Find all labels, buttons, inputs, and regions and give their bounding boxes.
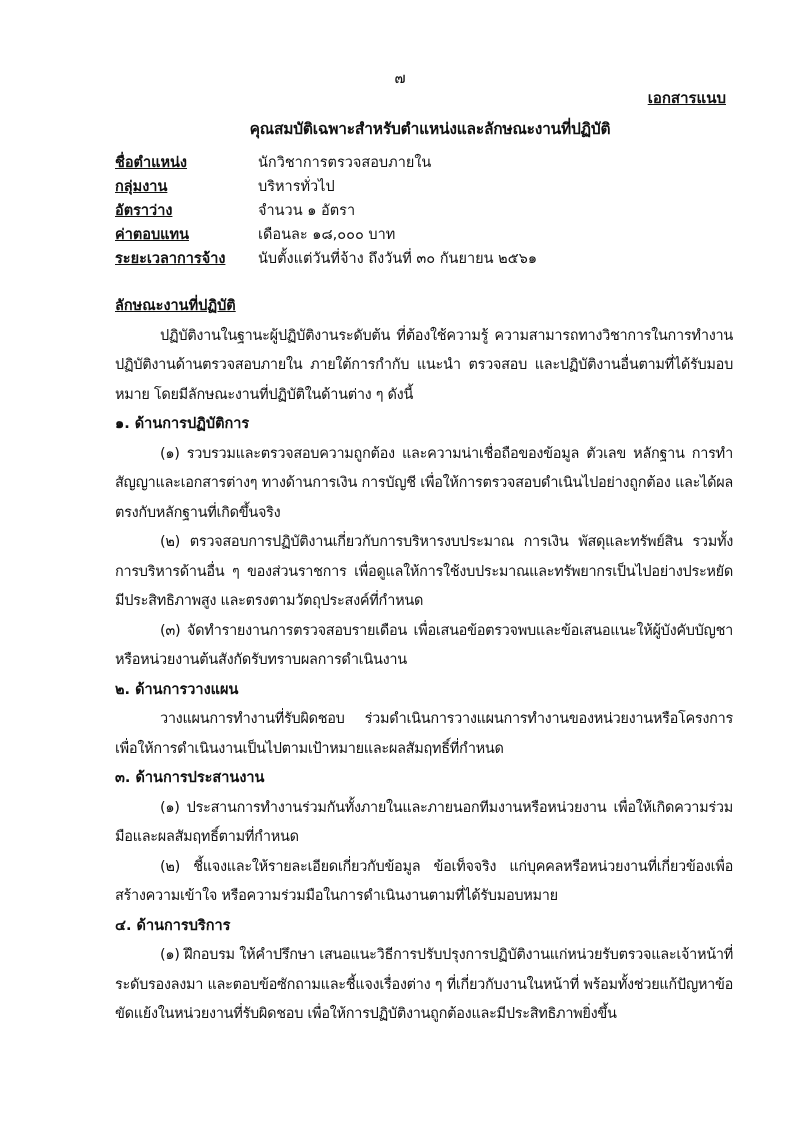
job-description-heading: ลักษณะงานที่ปฏิบัติ <box>115 298 236 314</box>
job-description <box>115 292 733 1030</box>
section-item: (๑) รวบรวมและตรวจสอบความถูกต้อง และความน่าเชื่อถือของข้อมูล ตัวเลข หลักฐาน การทำสัญญาและเอกสารต่างๆ ทางด้านการเงิน การบัญชี เพื่อให้การตรวจสอบดำเนินไปอย่างถูกต้อง และได้ผลตรงกับหลักฐานที่เกิดขึ้นจริง <box>115 445 733 521</box>
section-item: (๑) ประสานการทำงานร่วมกันทั้งภายในและภายนอกทีมงานหรือหน่วยงาน เพื่อให้เกิดความร่วมมือและผลสัมฤทธิ์ตามที่กำหนด <box>115 799 733 845</box>
section-heading-coordination: ๓. ด้านการประสานงาน <box>115 770 265 786</box>
info-label: ระยะเวลาการจ้าง <box>115 250 226 267</box>
section-heading-planning: ๒. ด้านการวางแผน <box>115 681 239 698</box>
info-value: นับตั้งแต่วันที่จ้าง ถึงวันที่ ๓๐ กันยายน ๒๕๖๑ <box>258 250 538 267</box>
info-label: ค่าตอบแทน <box>115 226 189 243</box>
info-label: กลุ่มงาน <box>115 178 168 195</box>
info-value: นักวิชาการตรวจสอบภายใน <box>258 154 432 171</box>
section-heading-service: ๔. ด้านการบริการ <box>115 917 231 934</box>
section-item: (๓) จัดทำรายงานการตรวจสอบรายเดือน เพื่อเสนอข้อตรวจพบและข้อเสนอแนะให้ผู้บังคับบัญชาหรือหน่วยงานต้นสังกัดรับทราบผลการดำเนินงาน <box>115 622 733 668</box>
info-row-group <box>115 174 537 198</box>
section-item: (๒) ชี้แจงและให้รายละเอียดเกี่ยวกับข้อมูล ข้อเท็จจริง แก่บุคคลหรือหน่วยงานที่เกี่ยวข้องเพื่อสร้างความเข้าใจ หรือความร่วมมือในการดำเนินงานตามที่ได้รับมอบหมาย <box>115 858 733 904</box>
attachment-label: เอกสารแนบ <box>647 89 726 107</box>
position-info <box>115 150 537 270</box>
info-label: ชื่อตำแหน่ง <box>115 154 188 171</box>
section-item: (๑) ฝึกอบรม ให้คำปรึกษา เสนอแนะวิธีการปรับปรุงการปฏิบัติงานแก่หน่วยรับตรวจและเจ้าหน้าที่ระดับรองลงมา และตอบข้อซักถามและชี้แจงเรื่องต่าง ๆ ที่เกี่ยวกับงานในหน้าที่ พร้อมทั้งช่วยแก้ปัญหาข้อขัดแย้งในหน่วยงานที่รับผิดชอบ เพื่อให้การปฏิบัติงานถูกต้องและมีประสิทธิภาพยิ่งขึ้น <box>115 947 733 1022</box>
section-heading-operations: ๑. ด้านการปฏิบัติการ <box>115 416 250 432</box>
section-item: (๒) ตรวจสอบการปฏิบัติงานเกี่ยวกับการบริหารงบประมาณ การเงิน พัสดุและทรัพย์สิน รวมทั้งการบริหารด้านอื่น ๆ ของส่วนราชการ เพื่อดูแลให้การใช้งบประมาณและทรัพยากรเป็นไปอย่างประหยัด มีประสิทธิภาพสูง และตรงตามวัตถุประสงค์ที่กำหนด <box>115 534 733 609</box>
info-value: บริหารทั่วไป <box>258 178 335 195</box>
info-value: จำนวน ๑ อัตรา <box>258 202 356 219</box>
info-label: อัตราว่าง <box>115 202 173 219</box>
info-value: เดือนละ ๑๘,๐๐๐ บาท <box>258 226 396 243</box>
page-number: ๗ <box>394 69 406 87</box>
section-item: วางแผนการทำงานที่รับผิดชอบ ร่วมดำเนินการวางแผนการทำงานของหน่วยงานหรือโครงการ เพื่อให้การดำเนินงานเป็นไปตามเป้าหมายและผลสัมฤทธิ์ที่กำหนด <box>115 711 733 757</box>
document-title: คุณสมบัติเฉพาะสำหรับตำแหน่งและลักษณะงานที่ปฏิบัติ <box>249 120 611 138</box>
info-row-position <box>115 150 537 174</box>
info-row-salary <box>115 222 537 246</box>
info-row-vacancy <box>115 198 537 222</box>
intro-paragraph: ปฏิบัติงานในฐานะผู้ปฏิบัติงานระดับต้น ที่ต้องใช้ความรู้ ความสามารถทางวิชาการในการทำงาน ปฏิบัติงานด้านตรวจสอบภายใน ภายใต้การกำกับ แนะนำ ตรวจสอบ และปฏิบัติงานอื่นตามที่ได้รับมอบหมาย โดยมีลักษณะงานที่ปฏิบัติในด้านต่าง ๆ ดังนี้ <box>115 327 733 403</box>
info-row-duration <box>115 246 537 270</box>
